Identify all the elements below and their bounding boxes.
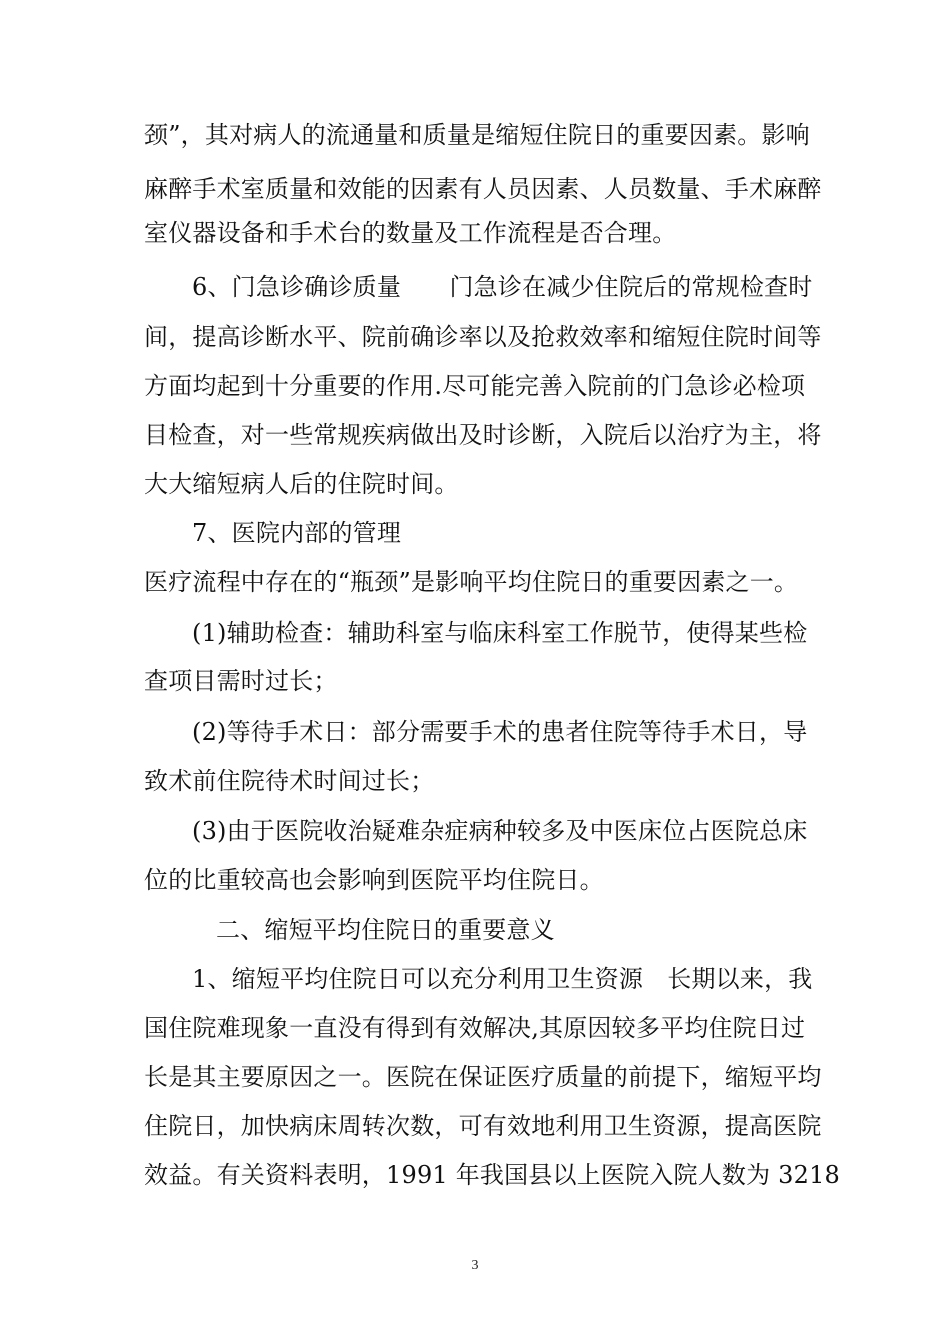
text-line: 方面均起到十分重要的作用.尽可能完善入院前的门急诊必检项	[144, 372, 806, 400]
text-line: 住院日，加快病床周转次数，可有效地利用卫生资源，提高医院	[144, 1112, 822, 1140]
list-item-2: (2)等待手术日：部分需要手术的患者住院等待手术日，导	[192, 718, 808, 746]
text-line: 室仪器设备和手术台的数量及工作流程是否合理。	[144, 219, 677, 247]
text-line: 国住院难现象一直没有得到有效解决,其原因较多平均住院日过	[144, 1014, 806, 1042]
chapter-heading: 二、缩短平均住院日的重要意义	[216, 916, 555, 944]
text-line: 麻醉手术室质量和效能的因素有人员因素、人员数量、手术麻醉	[144, 175, 822, 203]
text-line: 大大缩短病人后的住院时间。	[144, 470, 459, 498]
section-heading-1: 1、缩短平均住院日可以充分利用卫生资源 长期以来，我	[192, 965, 813, 993]
text-line: 长是其主要原因之一。医院在保证医疗质量的前提下，缩短平均	[144, 1063, 822, 1091]
list-item-3: (3)由于医院收治疑难杂症病种较多及中医床位占医院总床	[192, 817, 808, 845]
text-line: 查项目需时过长；	[144, 667, 338, 695]
section-heading-6: 6、门急诊确诊质量 门急诊在减少住院后的常规检查时	[192, 273, 813, 301]
text-line: 效益。有关资料表明，1991 年我国县以上医院入院人数为 3218	[144, 1161, 841, 1189]
section-heading-7: 7、医院内部的管理	[192, 519, 402, 547]
text-line: 间，提高诊断水平、院前确诊率以及抢救效率和缩短住院时间等	[144, 323, 822, 351]
text-line: 医疗流程中存在的“瓶颈”是影响平均住院日的重要因素之一。	[144, 568, 799, 596]
text-line: 位的比重较高也会影响到医院平均住院日。	[144, 866, 604, 894]
page-number: 3	[471, 1258, 479, 1273]
text-line: 目检查，对一些常规疾病做出及时诊断，入院后以治疗为主，将	[144, 421, 822, 449]
text-line: 致术前住院待术时间过长；	[144, 767, 435, 795]
text-line: 颈”，其对病人的流通量和质量是缩短住院日的重要因素。影响	[144, 121, 810, 149]
list-item-1: (1)辅助检查：辅助科室与临床科室工作脱节，使得某些检	[192, 619, 808, 647]
